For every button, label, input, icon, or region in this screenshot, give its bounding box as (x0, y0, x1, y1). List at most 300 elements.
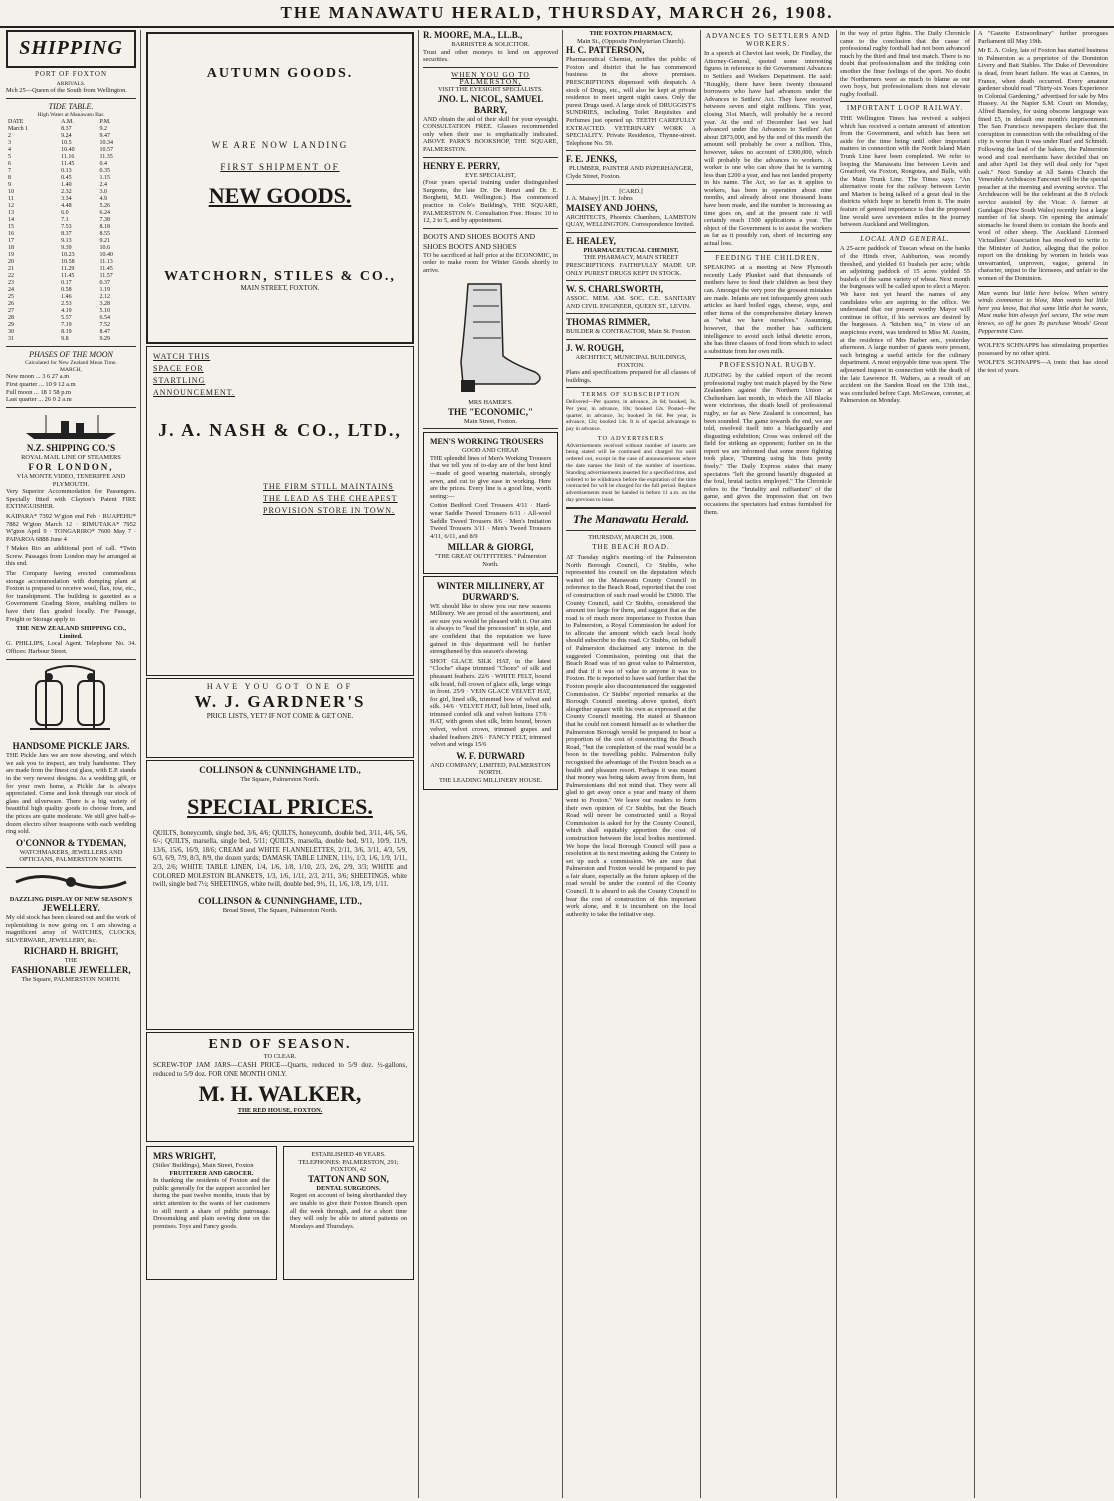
tide-row (6, 329, 136, 336)
tide-cell: 6.0 (61, 209, 69, 216)
nzs-steamers: KAIPARA* 7392 W'gton end Feb · RUAPEHU* 7882 W'gton March 12 · RIMUTAKA* 7952 W'gton April 9 · TONGARIRO* 7600 May 7 · PAPAROA 6888 June 4 (6, 512, 136, 543)
port-title: PORT OF FOXTON (34, 70, 108, 78)
special-prices-title: SPECIAL PRICES. (187, 793, 373, 819)
tide-cell: 15 (8, 223, 14, 230)
healey-name: E. HEALEY, (566, 235, 616, 246)
tide-cell: 0.4 (99, 160, 108, 167)
trousers-list: Cotton Bedford Cord Trousers 4/11 · Hard-wear Saddle Tweed Trousers 6/11 · All-wool Saddle Tweed Trousers 8/6 · Men's Imitation Tweed Trousers 3/11 · Men's Tweed Trousers 4/11, 6/11, and 8/9 (430, 502, 551, 540)
pickle-body: THE Pickle Jars we are now showing, and which we ask you to inspect, are truly handsome. They are made from the finest cut glass, with E.P. stands in the very newest designs. As a wedding gift, or for your own home, a Pickle Jar is always appreciated. Come and look through our stock of glass and silverware. There is a big variety of beautiful high quality goods to choose from, and the prices are quite moderate. We still give half-a-dozen electro silver teaspoons with each wedding ring sold. (6, 752, 136, 836)
jenks-address: Clyde Street, Foxton. (566, 172, 621, 180)
walker-name: M. H. WALKER, (198, 1080, 362, 1106)
perry-name: HENRY E. PERRY, (423, 160, 500, 171)
visit-text: VISIT THE EYESIGHT SPECIALISTS. (437, 85, 544, 93)
settlers-title: ADVANCES TO SETTLERS AND WORKERS. (705, 32, 831, 48)
tide-cell: 3.0 (99, 188, 108, 195)
autumn-title: AUTUMN GOODS. (206, 66, 354, 81)
tide-cell: 10.40 (61, 146, 75, 153)
divider (566, 184, 696, 185)
tide-cell: 8 (8, 174, 11, 181)
moon-row: New moon ... 3 6 27 a.m (6, 373, 70, 381)
divider (423, 428, 558, 429)
nzs-via: VIA MONTE VIDEO, TENERIFFE AND PLYMOUTH. (16, 472, 126, 488)
column-1 (6, 30, 136, 1498)
wright-body: In thanking the residents of Foxton and the public generally for the support accorded her during the past twelve months, trusts that by strict attention to the wants of her customers to still merit a share of public patronage. Dressmaking and plain sewing done on the premises. Toys and Fancy goods. (153, 1177, 270, 1230)
local-title: LOCAL AND GENERAL. (860, 234, 950, 243)
tide-cell: 19 (8, 251, 14, 258)
tide-cell: 5.57 (61, 314, 72, 321)
tide-cell: 11.45 (61, 160, 75, 167)
when-go-text: WHEN YOU GO TO PALMERSTON, (451, 69, 530, 87)
nzs-for: FOR LONDON, (28, 461, 114, 472)
tide-row (6, 245, 136, 252)
tide-row (6, 189, 136, 196)
trousers-sub: GOOD AND CHEAP. (462, 447, 519, 455)
divider (566, 313, 696, 314)
tide-cell: 8.37 (61, 230, 72, 237)
tide-cell: 9.21 (99, 237, 111, 244)
arrival-text: Mch 25—Queen of the South from Wellington. (6, 87, 127, 95)
jewel-firm: RICHARD H. BRIGHT, (23, 946, 119, 957)
tide-cell: 10.40 (99, 251, 114, 258)
tide-cell: 0.13 (61, 167, 72, 174)
nash-ad (146, 346, 414, 676)
moon-subtitle: Calculated for New Zealand Mean Time. (25, 359, 117, 366)
tide-cell: 4 (8, 146, 11, 153)
moon-month: MARCH, (60, 366, 82, 373)
tide-cell: 4.48 (61, 202, 72, 209)
tide-row (6, 224, 136, 231)
tide-cell: 7 (8, 167, 11, 174)
shipping-logo: SHIPPING (6, 30, 136, 68)
tide-cell: 2.32 (61, 188, 72, 195)
healey-sub: PHARMACEUTICAL CHEMIST, (583, 246, 679, 254)
tide-cell: 8.18 (99, 223, 111, 230)
tide-cell: 9.29 (99, 335, 111, 342)
tide-table (6, 119, 136, 343)
moon-row: First quarter ... 10 9 12 a.m (6, 380, 76, 388)
tide-row (6, 147, 136, 154)
divider (840, 101, 970, 102)
jewel-addr: The Square, PALMERSTON NORTH. (21, 976, 121, 984)
tide-cell: 5 (8, 153, 11, 160)
perry-sub: EYE SPECIALIST, (465, 171, 516, 179)
tide-row (6, 238, 136, 245)
rail-body: THE Wellington Times has revived a subject which has received a certain amount of attention from the Government, and which has been set aside for the time being until other important matters in connection with the North Island Main Trunk Line have been completed. We refer to looping the Manawatu line between Levin and Greatford, via Foxton, Rongotea, and Bulls, with the Main Trunk Line. The Times says: "An alternative route for the railway between Levin and Marton is being talked of a great deal in the districts which hope to benefit from it. The main feature of general importance is that the proposed line would save seventeen miles in the journey between Auckland and Wellington. (840, 114, 970, 229)
gazette-text: A "Gazette Extraordinary" further prorogues Parliament till May 19th. (978, 30, 1108, 45)
tide-cell: 7.52 (99, 321, 111, 328)
tide-cell: 2.53 (61, 300, 72, 307)
tide-header-row (6, 119, 136, 126)
winter-title: WINTER MILLINERY, AT DURWARD'S. (436, 580, 545, 602)
tide-row (6, 266, 136, 273)
tide-cell: 8.19 (61, 328, 72, 335)
winter-body: WE should like to show you our new seasons Millinery. We are proud of the assortment, and are sure you would be pleased with it. Our aim is always to "lead the procession" in style, and are confident that the reputation we have gained in this department will be further strengthened by this season's showing. (430, 602, 551, 656)
wright-head: FRUITERER AND GROCER. (169, 1169, 254, 1177)
divider (566, 232, 696, 233)
column-5 (704, 30, 832, 1498)
tide-cell: 5.10 (99, 307, 111, 314)
beach-title: THE BEACH ROAD. (592, 543, 670, 552)
ornament-icon (6, 871, 136, 893)
gardner-question: HAVE YOU GOT ONE OF (206, 682, 354, 691)
rough-name: J. W. ROUGH, (566, 343, 624, 354)
tide-row (6, 315, 136, 322)
divider (6, 407, 136, 408)
divider (423, 67, 558, 68)
tide-cell: 10.57 (99, 146, 114, 153)
tide-cell: 18 (8, 244, 14, 251)
collinson-name: COLLINSON & CUNNINGHAME LTD., (199, 765, 361, 775)
divider (704, 251, 832, 252)
column-2 (146, 30, 414, 1498)
jewel-body: My old stock has been cleared out and the work of replenishing is now going on. I am showing a magnificent array of WATCHES, CLOCKS, SILVERWARE, JEWELLERY, &c. (6, 914, 136, 944)
tide-row (6, 231, 136, 238)
tide-cell: 25 (8, 293, 14, 300)
watchorn-address: MAIN STREET, FOXTON. (240, 284, 320, 293)
tide-row (6, 210, 136, 217)
patterson-body: Pharmaceutical Chemist, notifies the public of Foxton and district that he has commenced business in the above premises. PRESCRIPTIONS dispensed with despatch. A stock of Drugs, etc., will also be kept at private residence to meet urgent night cases. Only the purest Drugs used. A large stock of DRUGGIST'S SUNDRIES, including Toilet Requisites and Perfumes just opened up. TEETH CAREFULLY EXTRACTED. VETERINARY WORK A SPECIALITY. Private Residence, Thynne-street. Telephone No. 59. (566, 56, 696, 147)
tide-row (6, 308, 136, 315)
boot-illustration (423, 276, 558, 396)
tide-cell: 14 (8, 216, 14, 223)
tide-title: TIDE TABLE. (48, 101, 94, 111)
divider (840, 232, 970, 233)
charlsworth-sub: ASSOC. MEM. AM. SOC. C.E. SANITARY AND CIVIL ENGINEER, QUEEN ST., LEVIN. (566, 295, 696, 310)
tide-cell: 6 (8, 160, 11, 167)
wright-name: MRS WRIGHT, (153, 1151, 216, 1161)
tide-row (6, 280, 136, 287)
special-prices-body: QUILTS, honeycomb, single bed, 3/6, 4/6; QUILTS, honeycomb, double bed, 3/11, 4/6, 5/6, 6/-; QUILTS, marsella, single bed, 5/11; QUILTS, marsella, double bed, 9/11, 10/9, 11/9, 13/6, 15/6, 16/9, 18/6; CREAM and WHITE FLANNELETTES, 2/11, 3/6, 3/11, 4/3, 5/9, 6/3, 6/9, 7/9, 8/3, 8/9, the dozen yards; DAMASK TABLE LINEN, 11½, 1/3, 1/6, 1/9, 1/11, 2/3, 2/6; WHITE TABLE LINEN, 1/4, 1/6, 1/8, 1/10, 2/3, 2/6, 2/9, 3/3; WHITE and COLORED MOLESTON BLANKETS, 1/3, 1/6, 1/11, 2/3, 2/11, 3/6; SHEETINGS, white twill, single bed 7½; SHEETINGS, white twill, double bed, 9½, 11, 1/6, 1/8, 1/9, 1/11. (153, 829, 407, 889)
tide-cell: 23 (8, 279, 14, 286)
divider (566, 530, 696, 531)
tide-cell: 11.29 (61, 265, 75, 272)
divider (6, 659, 136, 660)
tide-cell: 5.26 (99, 202, 111, 209)
tide-cell: 27 (8, 307, 14, 314)
maisey-names: J. A. Maisey] [H. T. Johns (566, 195, 633, 203)
local-body: A 25-acre paddock of Tuscan wheat on the banks of the Hinds river, Ashburton, was recently threshed, and yielded 61 bushels per acre; while an adjoining paddock of 15 acres yielded 55 bushels of the same variety of wheat. Next month the burgesses will be called upon to elect a Mayor. We have not yet heard the names of any candidates who are aspiring to the office. We understand that our present worthy Mayor will continue in office, if his services are desired by the burgesses. A "kitchen tea," in view of an auspicious event, was tendered to Miss M. Austin, at the residence of Mrs Barber sen., yesterday afternoon. A large number of guests were present, each bringing a useful article for the culinary department. A most enjoyable time was spent. The adjourned inquest in connection with the death of the late Lawrence H. Walters, as a result of an accident on the Sandon Road on the 13th inst., was concluded before Capt. McGowan, coroner, at Palmerston on Monday. (840, 245, 970, 405)
column-divider (700, 30, 701, 1498)
tide-cell: 17 (8, 237, 14, 244)
tide-cell: 13 (8, 209, 14, 216)
divider (6, 346, 136, 347)
healey-address: THE PHARMACY, MAIN STREET (583, 254, 679, 262)
nzs-body: The Company having erected commodious storage accommodation with dumping plant at Foxton is prepared to receive wool, flax, tow, etc., for transhipment. The building is gazetted as a Government Grading Store, enabling millers to have their flax graded locally. For Passage, Freight or Storage apply to (6, 570, 136, 623)
tide-cell: 22 (8, 272, 14, 279)
tide-cell: 16 (8, 230, 14, 237)
wright-ad (146, 1146, 277, 1280)
tatton-established: ESTABLISHED 48 YEARS. (311, 1151, 386, 1158)
nzs-company: THE NEW ZEALAND SHIPPING CO., Limited. (16, 625, 126, 640)
tide-row (6, 294, 136, 301)
divider (566, 339, 696, 340)
tide-header: P.M. (99, 118, 111, 125)
column-6 (840, 30, 970, 1498)
trousers-body: THE splendid lines of Men's Working Trousers that we tell you of to-day are of the best kind—made of good wearing materials, strongly sewn, and cut to give ease in working. Here are the prices. Every line is a good line, worth seeing:— (430, 454, 551, 500)
wolfe-ad-1: WOLFE'S SCHNAPPS has stimulating properties possessed by no other spirit. (978, 342, 1108, 357)
millar-sub: "THE GREAT OUTFITTERS." Palmerston North. (434, 553, 547, 568)
gardner-ad (146, 678, 414, 758)
tide-cell: 1.19 (99, 286, 111, 293)
tide-cell: 9.24 (61, 132, 72, 139)
nzs-note: †Makes Rio an additional port of call. *Twin Screw. Passages from London may be arranged at this end. (6, 545, 136, 568)
tide-cell: 1.46 (61, 293, 72, 300)
paper-date: THURSDAY, MARCH 26, 1908. (588, 533, 674, 541)
tide-cell: 11.45 (61, 272, 75, 279)
tide-cell: 26 (8, 300, 14, 307)
tide-cell: 24 (8, 286, 14, 293)
divider (566, 150, 696, 151)
card-label: [CARD.] (619, 187, 643, 195)
jenks-sub: PLUMBER, PAINTER AND PAPERHANGER, (569, 165, 693, 173)
tide-cell: 11 (8, 195, 14, 202)
divider (423, 157, 558, 158)
tide-cell: 3.28 (99, 300, 111, 307)
watch-space-text: WATCH THIS SPACE FOR STARTLING ANNOUNCEMENT. (153, 352, 235, 397)
beach-body: AT Tuesday night's meeting of the Palmerston North Borough Council, Cr Stubbs, who represented his council on the deputation which waited on the Manawatu County Council in reference to the Beach Road, reported that the cost of construction of such road would be £5000. The County Council, said Cr Stubbs, considered the amount too large for them, and suggest that as the road is of much more importance to Foxton than to Palmerston, a Royal Commission be asked for to allocate the amount which each local body should subscribe to this road. Cr Stubbs, on behalf of Palmerston disclaimed any interest in the suggested Commission, pointing out that the Beach Road was of no great value to Palmerston, and that if it was of value to anyone it was to Foxton. He is reported to have said further that the Foxton people also discountenanced the suggested Commission. Cr Stubbs' reported remarks at the Borough Council meeting above quoted, don't altogether square with his own as expressed at the County Council meeting. He stated at Shannon that he could not commit himself as to whether the Palmerston Borough would be prepared to bear a proportion of the cost of constructing the Beach Road, "but the completion of the road would be a boon to the travelling public. Palmerston fully recognised the advantage of the Foxton beach as a health and pleasure resort. Perhaps it was meant that money was being taken away from them, but Palmerstonians did not mind that. They were all glad to get away once a year and many of them went to Foxton." We leave our readers to form their own opinion of Cr Stubbs, but the Beach Road will never be constructed until a Royal Commission is asked for by the County Council, which shall equitably apportion the cost of construction between the local bodies mentioned. We hope the local Borough Council will pass a resolution at its next meeting asking the County to set up such a commission. We are sure that Palmerston and Foxton would be prepared to pay a fair share, especially as the future upkeep of the road would be under the control of the County Council. It is absurd to ask the County Council to bear the cost of construction of this important work alone, and it is incumbent on the local authority to take the initiative step. (566, 553, 696, 918)
boots-heading: BOOTS AND SHOES BOOTS AND SHOES BOOTS AND SHOES (423, 231, 536, 251)
rugby-continued: in the way of prize fights. The Daily Chronicle came to the conclusion that the cause of professional rugby football had not been advanced much by the third and final test match. There is no doubt that professionalism and the tinkling coin smother the finer feelings of the sport. No doubt the Northerners were as much to blame as our own boys, but professionalism does not elevate rugby football. (840, 30, 970, 98)
economic-name: THE "ECONOMIC," (448, 406, 533, 417)
peppermint-verse: Man wants but little here below. When wintry winds commence to blow, Man wants but little here you know, But that same little that he wants, Must make him always feel secure, The wise man knows, so off he goes To purchase Woods' Great Peppermint Cure. (978, 289, 1108, 335)
jewel-head: JEWELLERY. (42, 903, 100, 914)
tide-row (6, 252, 136, 259)
tide-cell: 1.40 (61, 181, 72, 188)
rimmer-sub: BUILDER & CONTRACTOR, Main St. Foxton (566, 328, 690, 336)
pickle-firm: O'CONNOR & TYDEMAN, (15, 837, 127, 848)
tide-cell: 7.19 (61, 321, 72, 328)
rail-title: IMPORTANT LOOP RAILWAY. (846, 104, 964, 113)
tide-row (6, 154, 136, 161)
tide-cell: 29 (8, 321, 14, 328)
tide-cell: 3.34 (61, 195, 72, 202)
maisey-name: MAISEY AND JOHNS, (566, 202, 658, 213)
tatton-name: TATTON AND SON, (308, 1173, 389, 1184)
tide-row (6, 203, 136, 210)
tide-cell: 9 (8, 181, 11, 188)
tide-cell: 11.57 (99, 272, 113, 279)
boots-body: TO be sacrificed at half price at the ECONOMIC, in order to make room for Winter Goods shortly to arrive. (423, 251, 558, 274)
watchorn-name: WATCHORN, STILES & CO., (164, 269, 396, 285)
tide-cell: 10.58 (61, 258, 75, 265)
tide-cell: 20 (8, 258, 14, 265)
rough-body: Plans and specifications prepared for all classes of buildings. (566, 369, 696, 384)
tide-row (6, 196, 136, 203)
perry-body: (Four years special training under distinguished Surgeons, the late Dr. De Renzi and Dr. E. Borghetti, M.D. Wellington.) Has commenced practice in Cole's Building's, THE SQUARE, PALMERSTON N. Consultation Free. Hours: 10 to 12, 2 to 5, and by appointment. (423, 179, 558, 225)
moore-body: Trust and other moneys to lend on approved securities. (423, 48, 558, 64)
nzs-agent: G. PHILLIPS, Local Agent. Telephone No. 34. Offices: Harbour Street. (6, 640, 136, 655)
pharmacy-address: Main St., (Opposite Presbyterian Church). (576, 37, 686, 45)
column-divider (418, 30, 419, 1498)
tide-row (6, 161, 136, 168)
economic-address: Main Street, Foxton. (464, 417, 517, 425)
tide-cell: 12 (8, 202, 14, 209)
tide-cell: 0.35 (99, 167, 111, 174)
tide-cell: 8.55 (99, 230, 111, 237)
rugby-body: JUDGING by the cabled report of the recent professional rugby test match played by the New Zealanders against the Northern Union at Cheltenham last month, in which the All Blacks were victorious, the death knell of professional rugby, so far as New Zealand is concerned, has been sounded. The game towards the end, we are told, resolved itself into a blackguardly and disgusting exhibition; Cross was ordered off the field for striking an opponent; further on in the report we are informed that some more fighting took place, "Dunning using his fists pretty freely." The Daily Express states that many spectators "left the ground heartily disgusted at the foul, brutal tactics employed." The Chronicle refers to the "brutality and ruffianism" of the game, and gives the impression that on two occasions the spectators had extras furnished for them. (704, 371, 832, 516)
end-season-title: END OF SEASON. (208, 1037, 352, 1052)
patterson-name: H. C. PATTERSON, (566, 45, 645, 56)
wolfe-ad-2: WOLFE'S SCHNAPPS—A tonic that has stood the test of years. (978, 359, 1108, 374)
steamship-icon (6, 411, 136, 441)
tide-cell: 9.2 (99, 125, 108, 132)
moore-name: R. MOORE, M.A., LL.B., (423, 30, 523, 40)
pharmacy-name: THE FOXTON PHARMACY, (589, 30, 673, 37)
bottom-ads-row (146, 1144, 414, 1282)
tatton-ad (283, 1146, 414, 1280)
millar-name: MILLAR & GIORGI, (447, 542, 534, 553)
nzs-line: ROYAL MAIL LINE OF STEAMERS (21, 454, 121, 462)
landing-text: WE ARE NOW LANDING (211, 140, 349, 150)
pickle-firm-sub: WATCHMAKERS, JEWELLERS AND OPTICIANS, PALMERSTON NORTH. (19, 848, 123, 864)
tide-cell: 10 (8, 188, 14, 195)
tide-cell: 30 (8, 328, 14, 335)
rugby-title: PROFESSIONAL RUGBY. (719, 361, 817, 370)
tide-row (6, 301, 136, 308)
tide-cell: 2.4 (99, 181, 108, 188)
trousers-ad (423, 432, 558, 573)
end-season-ad (146, 1032, 414, 1142)
hamer-name: MRS HAMER'S. (468, 399, 513, 407)
tide-cell: 10.5 (61, 139, 72, 146)
wright-sub: (Stiles' Buildings), Main Street, Foxton (153, 1162, 254, 1169)
tatton-body: Regret on account of being shorthanded they are unable to give their Foxton Branch open all the week through, and for a short time they will only be able to attend patients on Mondays and Thursdays. (290, 1192, 407, 1230)
divider (423, 228, 558, 229)
tide-row (6, 168, 136, 175)
tide-cell: 28 (8, 314, 14, 321)
collinson2-name: COLLINSON & CUNNINGHAME, LTD., (198, 895, 362, 906)
terms-title: TERMS OF SUBSCRIPTION (581, 391, 681, 399)
winter-list: SHOT GLACE SILK HAT, in the latest "Cloche" shape trimmed "Chonx" of silk and pheasant feathers. 22/6 · WHITE FELT, bound silk braid, full crown of glace silk, large wings in front. 25/9 · VEIN GLACE VELVET HAT, for girl, lined silk, trimmed bow of velvet and silk. 14/6 · VELVET HAT, full brim, lined silk, trimmed corded silk and velvet buttons 17/6 · HAT, with green shot silk, brim bound, brown velvet, velvet crown, trimmed grapes and shaded feathers 28/6 · FANCY FELT, trimmed velvet and wings 15/6 (430, 657, 551, 749)
tide-cell: 7.38 (99, 216, 111, 223)
moon-title: PHASES OF THE MOON (29, 349, 113, 359)
gardner-sub: PRICE LISTS, YET? IF NOT COME & GET ONE. (206, 711, 354, 720)
tide-header: A.M. (61, 118, 74, 125)
advertisers-title: TO ADVERTISERS (597, 434, 665, 442)
tide-cell: 3 (8, 139, 11, 146)
advertisers-body: Advertisements received without number of inserts are being stated will be continued and charged for until ordered out, except in the case of announcements where the date names the limit of the number of insertions. Standing advertisements inserted for a specified time, and ordered to be withdrawn before the expiration of the time contracted for will be charged for the full period. Replace advertisements must be handed in before 11 a.m. on the day previous to issue. (566, 442, 696, 503)
maisey-sub: ARCHITECTS, Phoenix Chambers, LAMBTON QUAY, WELLINGTON. Correspondence Invited. (566, 213, 696, 229)
tide-cell: 7.53 (61, 223, 72, 230)
pickle-jars-illustration (6, 663, 136, 739)
column-7 (978, 30, 1108, 1498)
tide-row (6, 182, 136, 189)
tide-cell: 11.13 (99, 258, 113, 265)
tide-cell: 9.47 (99, 132, 111, 139)
jewel-sub: FASHIONABLE JEWELLER, (11, 965, 131, 976)
divider (6, 98, 136, 99)
tide-cell: 4.9 (99, 195, 108, 202)
tide-cell: 10.6 (99, 244, 111, 251)
tide-row (6, 259, 136, 266)
masthead: THE MANAWATU HERALD, THURSDAY, MARCH 26, 1908. (0, 0, 1114, 28)
divider (566, 507, 696, 509)
tatton-sub: DENTAL SURGEONS. (316, 1184, 381, 1192)
rough-sub: ARCHITECT, MUNICIPAL BUILDINGS, FOXTON. (575, 354, 687, 369)
moon-row: Full moon ... 18 1 58 p.m (6, 388, 71, 396)
settlers-body: In a speech at Cheviot last week, Dr Findlay, the Attorney-General, quoted some interesting figures in reference to the Government Advances to Settlers and Workers Department. He said: "Roughly, there have been twenty thousand borrowers who have had advances under the Advances to Settlers' Act. They have received between seven and eight millions. This year, closing 31st March, will probably be a record year. At the end of December last we had advanced under the Advances to Settlers' Act about £873,000, and by the end of this month the amount will probably be over a million. This, however, takes no account of £300,000, which will probably be the advances to workers. A worker is one who can show that he is earning less than £200 a year, and has not landed property in his name. The Act, so far as it applies to workers, has been in operation about nine months, and already about one thousand loans have been made, and the number is increasing as time goes on, and at the present rate it will certainly reach 1500 applications a year. The object of the Government is to assist the workers as far as it possibly can, short of incurring any actual loss. (704, 50, 832, 248)
to-clear-text: TO CLEAR. (263, 1053, 297, 1060)
moon-row: Last quarter ... 26 0 2 a.m (6, 396, 72, 404)
column-divider (974, 30, 975, 1498)
tide-subtitle: High Water at Manawatu Bar. (37, 111, 105, 118)
column-3 (423, 30, 558, 1498)
divider (566, 280, 696, 281)
trousers-title: MEN'S WORKING TROUSERS (430, 437, 544, 447)
rimmer-name: THOMAS RIMMER, (566, 317, 650, 328)
tide-cell: 0.17 (61, 279, 72, 286)
gardner-name: W. J. GARDNER'S (194, 691, 366, 711)
tide-cell: 11.45 (99, 265, 113, 272)
nzs-text: Very Superior Accommodation for Passengers. Specially fitted with Clayton's Patent FIRE EXTINGUISHER. (6, 488, 136, 511)
column-divider (140, 30, 141, 1498)
tide-header: DATE (8, 118, 24, 125)
tide-cell: 4.19 (61, 307, 72, 314)
tide-cell: 10.23 (61, 251, 75, 258)
collinson-address: The Square, Palmerston North. (240, 776, 320, 783)
collinson-ad (146, 760, 414, 1030)
tide-cell: 0.37 (99, 279, 111, 286)
firm-still-text: THE FIRM STILL MAINTAINS THE LEAD AS THE CHEAPEST PROVISION STORE IN TOWN. (263, 482, 398, 515)
healey-body: PRESCRIPTIONS FAITHFULLY MADE UP. ONLY PUREST DRUGS KEPT IN STOCK. (566, 262, 696, 277)
new-goods-text: NEW GOODS. (208, 183, 352, 209)
moore-sub: BARRISTER & SOLICITOR. (451, 41, 530, 48)
durward-sub: AND COMPANY, LIMITED, PALMERSTON NORTH. (430, 761, 551, 777)
tide-cell: 9.8 (61, 335, 69, 342)
tide-cell: March 1 (8, 125, 29, 132)
column-divider (562, 30, 563, 1498)
tide-cell: 7.1 (61, 216, 69, 223)
tide-cell: 10.34 (99, 139, 114, 146)
tide-cell: 9.39 (61, 244, 72, 251)
nicol-names: JNO. L. NICOL, SAMUEL BARRY, (437, 93, 544, 115)
divider (6, 867, 136, 868)
nash-name: J. A. NASH & CO., LTD., (158, 420, 402, 440)
tide-cell: 6.24 (99, 209, 111, 216)
feeding-title: FEEDING THE CHILDREN. (715, 253, 821, 262)
tide-cell: 21 (8, 265, 14, 272)
jewel-title: DAZZLING DISPLAY OF NEW SEASON'S (9, 895, 133, 903)
durward-tag: THE LEADING MILLINERY HOUSE. (438, 777, 543, 785)
tide-row (6, 336, 136, 343)
jewel-the: THE (64, 957, 78, 965)
tide-row (6, 217, 136, 224)
tide-row (6, 126, 136, 133)
tide-cell: 0.45 (61, 174, 72, 181)
paper-title: The Manawatu Herald. (572, 511, 690, 526)
column-4 (566, 30, 696, 1498)
tide-row (6, 287, 136, 294)
tide-cell: 2 (8, 132, 11, 139)
tide-cell: 9.13 (61, 237, 72, 244)
tide-row (6, 175, 136, 182)
collinson2-address: Broad Street, The Square, Palmerston North. (222, 906, 338, 914)
divider (566, 387, 696, 388)
tide-cell: 11.16 (61, 153, 75, 160)
first-shipment-text: FIRST SHIPMENT OF (220, 161, 340, 172)
divider (978, 338, 1108, 339)
autumn-goods-ad (146, 32, 414, 344)
screw-top-text: SCREW-TOP JAM JARS—CASH PRICE—Quarts, reduced to 5/9 doz. ½-gallons, reduced to 5/9 doz. FOR ONE MONTH ONLY. (153, 1060, 407, 1078)
tide-cell: 1.15 (99, 174, 111, 181)
tide-cell: 31 (8, 335, 14, 342)
tatton-telephones: TELEPHONES: PALMERSTON, 291; FOXTON, 42 (298, 1158, 399, 1174)
jenks-name: F. E. JENKS, (566, 154, 617, 165)
arrivals-label: ARRIVALS. (56, 80, 86, 87)
local-general-body: Mr E. A. Coley, late of Foxton has started business in Palmerston as a proprietor of the Dominion Livery and Bait Stables. The Duke of Devonshire is dead, from heart failure. He was at Cannes, in France, when death occurred. Every amateur gardener should read "Thirty-six Years Experience in Colonial Gardening," advertised for sale by Mrs Hussey. At the Napier S.M. Court on Monday, Alfred Barnsley, for using obscene language was fined £5, in default one month's imprisonment. The San Francisco newspapers declare that the corruption in connection with the rebuilding of the city is worse than it was under Ruef and Schmidt. Following the lead of the bakers, the Palmerston wood and coal merchants have decided that on and after April 1st they will deal only for "spot cash." Next Sunday at All Saints Church the Venerable Archdeacon Fancourt will be the special preacher at the morning and evening service. The Archdeacon will be the celebrant at the 8 o'clock service assisted by the Vicar. A farmer at Gundagai (New South Wales) recently lost a large number of fat sheep. On opening the animals' stomachs he found them to contain the hoofs and wool of other sheep. The Auckland Licensed Victuallers' Association has resolved to write to the Minister of Justice, alleging that the police report on the drinking by women in hotels was unwarranted, unproven, vague, general in character, unjust to the licensees, and unfair to the women of the Dominion. (978, 47, 1108, 282)
tide-cell: 8.37 (61, 125, 72, 132)
pickle-title: HANDSOME PICKLE JARS. (12, 741, 130, 752)
